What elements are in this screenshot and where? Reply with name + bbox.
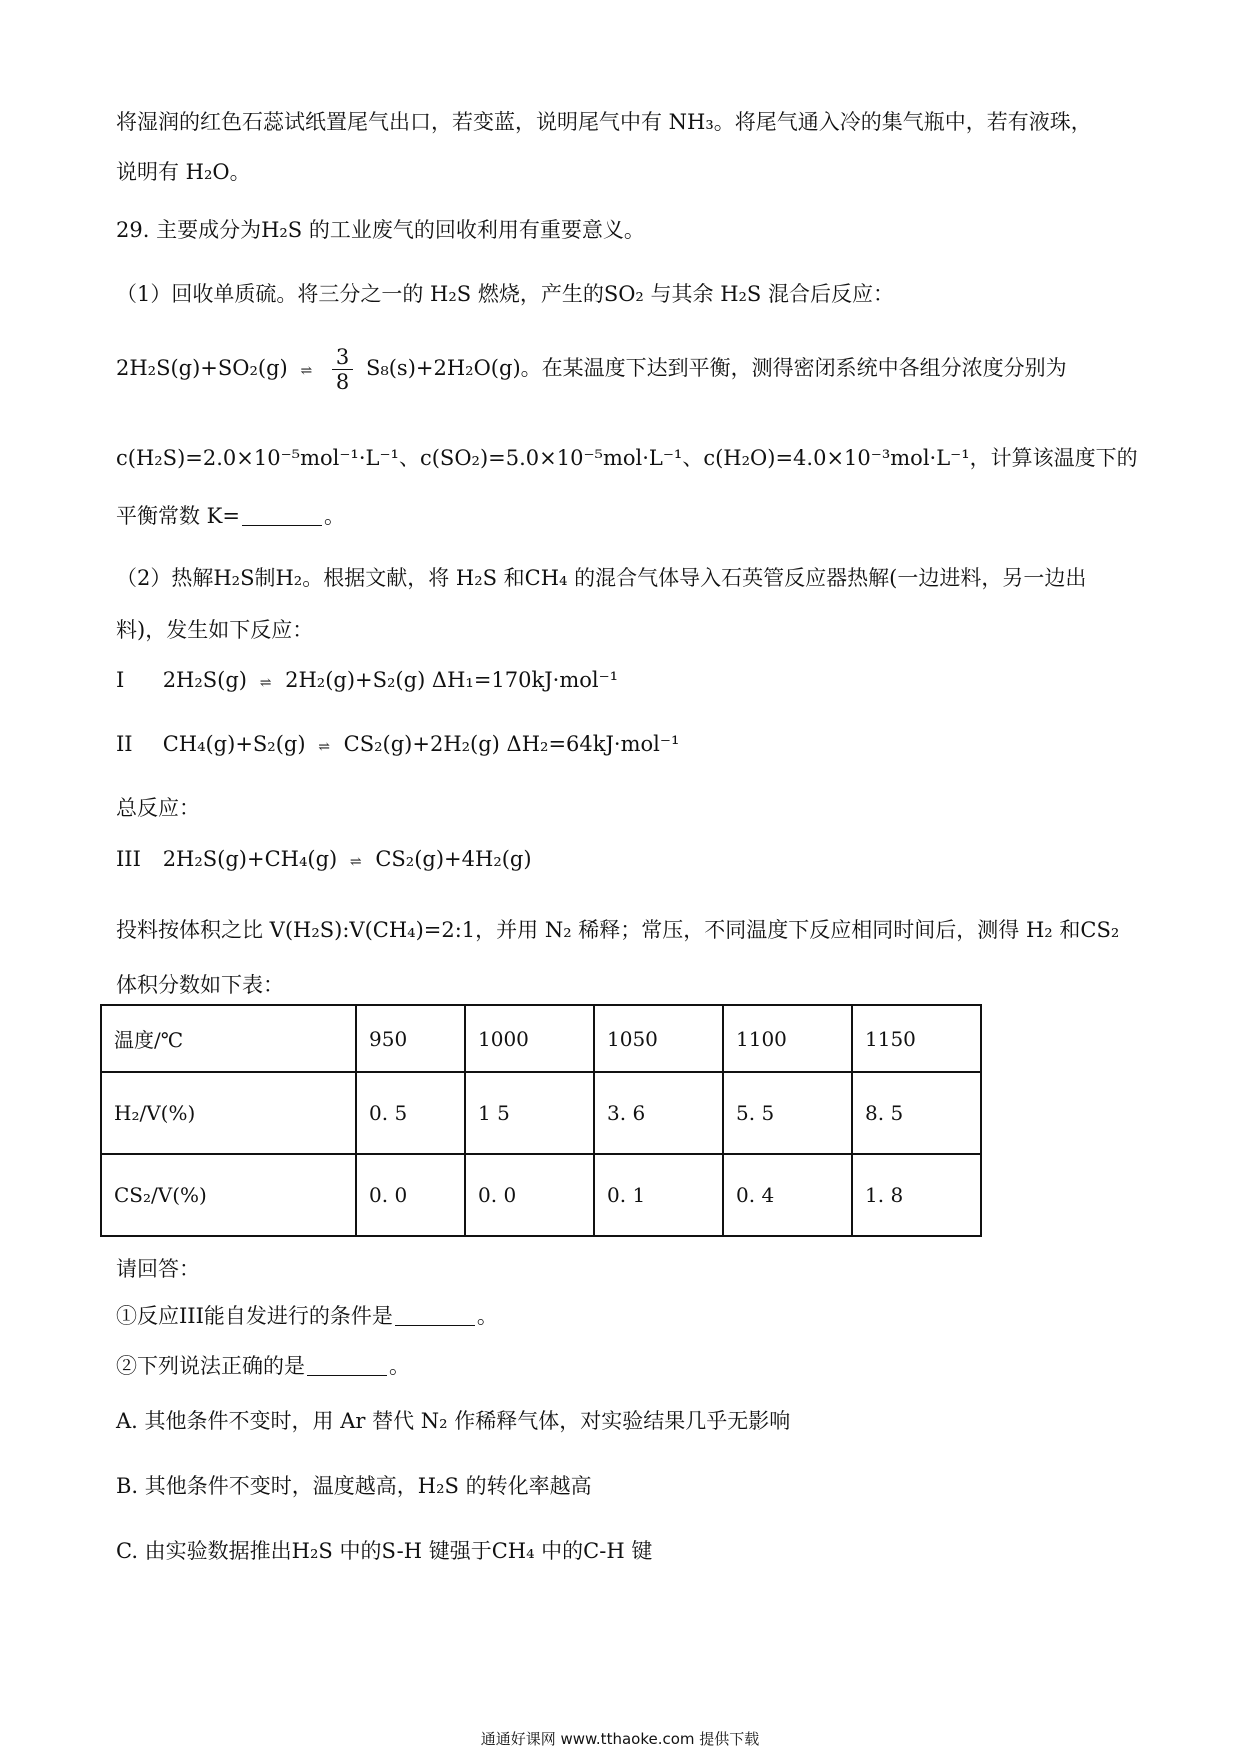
equilibrium-arrow-icon: ⇌ <box>300 363 314 379</box>
table-cell: 0. 0 <box>465 1154 594 1236</box>
table-cell: 1050 <box>594 1005 723 1072</box>
table-cell: 8. 5 <box>852 1072 981 1154</box>
part2-intro-1: （2）热解H₂S制H₂。根据文献，将 H₂S 和CH₄ 的混合气体导入石英管反应器热解(一边进料，另一边出 <box>116 566 1087 590</box>
reaction-2-right: CS₂(g)+2H₂(g) ΔH₂=64kJ·mol⁻¹ <box>343 732 680 756</box>
question-1-end: 。 <box>476 1304 498 1328</box>
option-b: B. 其他条件不变时，温度越高，H₂S 的转化率越高 <box>116 1474 592 1498</box>
reaction-3-left: 2H₂S(g)+CH₄(g) <box>162 847 338 871</box>
total-reaction-label: 总反应： <box>116 796 200 820</box>
table-cell: H₂/V(%) <box>101 1072 356 1154</box>
k-prefix: 平衡常数 K= <box>116 504 240 528</box>
feed-ratio-line-1: 投料按体积之比 V(H₂S):V(CH₄)=2:1，并用 N₂ 稀释；常压，不同温度下反应相同时间后，测得 H₂ 和CS₂ <box>116 918 1120 942</box>
table-cell: 温度/℃ <box>101 1005 356 1072</box>
table-cell: 0. 1 <box>594 1154 723 1236</box>
equilibrium-arrow-icon: ⇌ <box>259 675 273 691</box>
option-c: C. 由实验数据推出H₂S 中的S-H 键强于CH₄ 中的C-H 键 <box>116 1539 653 1563</box>
part1-equation <box>116 345 1067 394</box>
equilibrium-arrow-icon: ⇌ <box>318 739 331 755</box>
table-row <box>101 1005 981 1072</box>
equation-left: 2H₂S(g)+SO₂(g) <box>116 356 288 380</box>
question-1 <box>116 1300 498 1330</box>
table-cell: 1 5 <box>465 1072 594 1154</box>
part1-intro: （1）回收单质硫。将三分之一的 H₂S 燃烧，产生的SO₂ 与其余 H₂S 混合后反应： <box>116 282 894 306</box>
table-cell: 5. 5 <box>723 1072 852 1154</box>
part1-concentrations: c(H₂S)=2.0×10⁻⁵mol⁻¹·L⁻¹、c(SO₂)=5.0×10⁻⁵mol·L⁻¹、c(H₂O)=4.0×10⁻³mol·L⁻¹，计算该温度下的 <box>116 446 1138 470</box>
table-cell: 0. 4 <box>723 1154 852 1236</box>
question-2 <box>116 1350 410 1380</box>
data-table <box>100 1004 982 1237</box>
table-cell: 1000 <box>465 1005 594 1072</box>
reaction-2-left: CH₄(g)+S₂(g) <box>162 732 306 756</box>
answer-prompt: 请回答： <box>116 1257 200 1281</box>
reaction-2 <box>116 732 679 756</box>
table-cell: 1100 <box>723 1005 852 1072</box>
reaction-3 <box>116 847 532 871</box>
equation-right: S₈(s)+2H₂O(g)。在某温度下达到平衡，测得密闭系统中各组分浓度分别为 <box>365 356 1067 380</box>
reaction-2-label: II <box>116 732 133 756</box>
question-1-blank[interactable] <box>395 1325 475 1326</box>
intro-line-1: 将湿润的红色石蕊试纸置尾气出口，若变蓝，说明尾气中有 NH₃。将尾气通入冷的集气瓶中，若有液珠， <box>116 110 1092 134</box>
reaction-1 <box>116 668 618 692</box>
intro-line-2: 说明有 H₂O。 <box>116 160 251 184</box>
k-suffix: 。 <box>323 504 345 528</box>
reaction-1-label: I <box>116 668 125 692</box>
equilibrium-arrow-icon: ⇌ <box>349 854 363 870</box>
table-cell: 1150 <box>852 1005 981 1072</box>
table-cell: 3. 6 <box>594 1072 723 1154</box>
table-cell: 0. 0 <box>356 1154 465 1236</box>
fraction-denominator: 8 <box>335 370 350 394</box>
table-cell: 1. 8 <box>852 1154 981 1236</box>
question-title: 29. 主要成分为H₂S 的工业废气的回收利用有重要意义。 <box>116 218 645 242</box>
reaction-1-left: 2H₂S(g) <box>162 668 247 692</box>
part1-k-line <box>116 500 345 530</box>
fraction-numerator: 3 <box>332 345 353 370</box>
fraction <box>332 345 353 394</box>
table-row <box>101 1072 981 1154</box>
table-cell: CS₂/V(%) <box>101 1154 356 1236</box>
question-2-text: ②下列说法正确的是 <box>116 1354 305 1378</box>
table-cell: 0. 5 <box>356 1072 465 1154</box>
question-2-end: 。 <box>389 1354 410 1378</box>
table-cell: 950 <box>356 1005 465 1072</box>
reaction-3-right: CS₂(g)+4H₂(g) <box>375 847 532 871</box>
reaction-3-label: III <box>116 847 141 871</box>
question-2-blank[interactable] <box>307 1375 387 1376</box>
k-answer-blank[interactable] <box>242 525 322 526</box>
feed-ratio-line-2: 体积分数如下表： <box>116 973 284 997</box>
reaction-1-right: 2H₂(g)+S₂(g) ΔH₁=170kJ·mol⁻¹ <box>285 668 619 692</box>
option-a: A. 其他条件不变时，用 Ar 替代 N₂ 作稀释气体，对实验结果几乎无影响 <box>116 1409 791 1433</box>
question-1-text: ①反应III能自发进行的条件是 <box>116 1304 393 1328</box>
part2-intro-2: 料)，发生如下反应： <box>116 618 314 642</box>
page-footer: 通通好课网 www.tthaoke.com 提供下载 <box>480 1730 760 1748</box>
table-row <box>101 1154 981 1236</box>
